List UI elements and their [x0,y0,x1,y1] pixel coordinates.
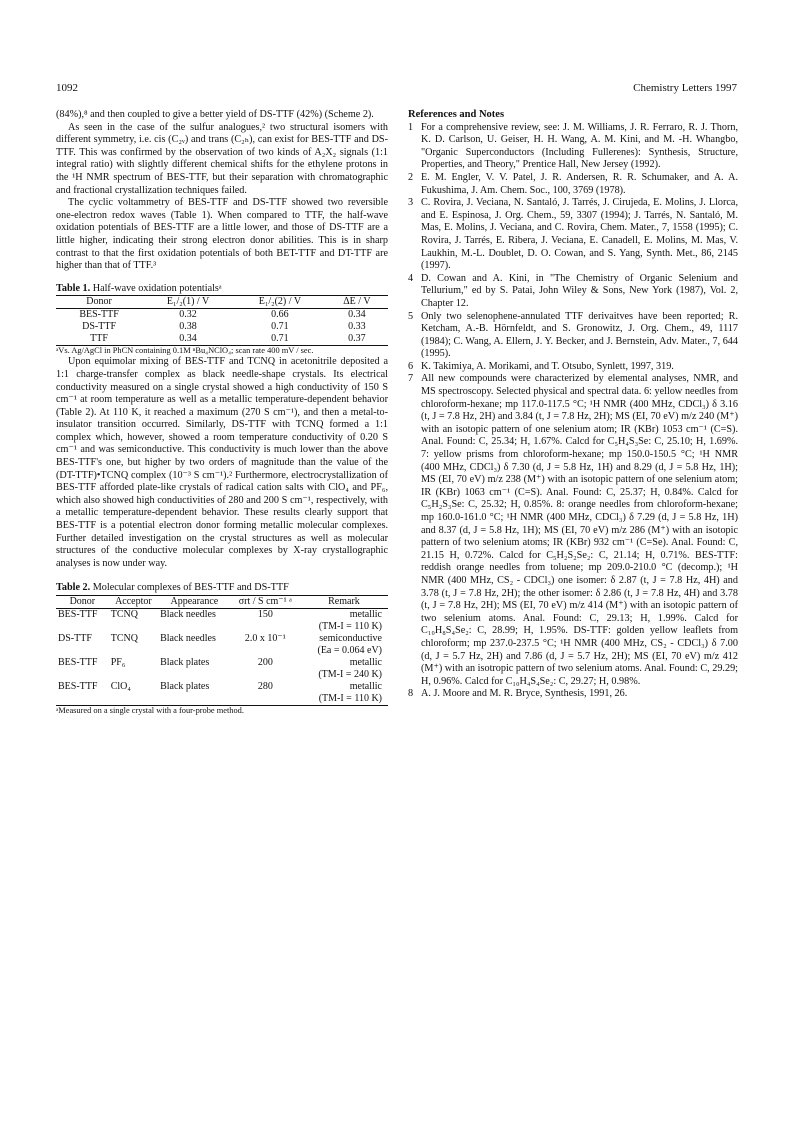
table2 [56,595,388,706]
table-cell: metallic [349,681,382,692]
table-cell: 0.37 [348,333,366,345]
table1-header: Donor [56,296,142,309]
table-cell [56,645,109,657]
table-cell: DS-TTF [82,321,117,333]
table-row [56,693,388,706]
table-cell: semiconductive [319,633,382,644]
reference-text: E. M. Engler, V. V. Patel, J. R. Andersen, R. R. Schumaker, and A. A. Fukushima, J. Am. Chem. Soc., 100, 3769 (1978). [421,171,738,196]
table-cell: Black plates [160,681,210,692]
table-cell [109,621,158,633]
table-cell: 0.34 [179,333,197,345]
reference-item [408,273,738,311]
table-cell: (TM-I = 240 K) [318,669,382,680]
table2-header: σrt / S cm⁻¹ ᵃ [231,596,300,609]
reference-number: 2 [408,171,414,183]
table-cell [56,621,109,633]
table1-header: ΔE / V [326,296,388,309]
reference-number: 3 [408,197,414,209]
references-heading: References and Notes [408,109,505,120]
table2-caption [56,582,388,595]
table-cell: metallic [349,609,382,620]
left-column [56,109,388,716]
table2-header: Acceptor [109,596,158,609]
table-cell: 0.34 [348,309,366,321]
table-cell [56,669,109,681]
reference-number: 6 [408,360,414,372]
table-cell: BES-TTF [58,609,98,620]
paragraph: Upon equimolar mixing of BES-TTF and TCNQ in acetonitrile deposited a 1:1 charge-transfer complex as black needle-shape crystals. Its electrical conductivity measured on a single crystal showed a high conductivity of 150 S cm⁻¹ at room temperature as well as a metallic temperature-dependent behavior (Table 2). At 110 K, it reached a maximum (270 S cm⁻¹), and then a metal-to-insulator transition occurred. Similarly, DS-TTF with TCNQ formed a 1:1 complex which, however, showed a room temperature conductivity of 0.20 S cm⁻¹ and was semiconductive. This conductivity is much lower than the above BES-TTF's one, but higher by two orders of magnitude than the value of the (DT-TTF)•TCNQ complex (10⁻³ S cm⁻¹).² Furthermore, electrocrystallization of BES-TTF afforded plate-like crystals of radical cation salts with ClO₄ and PF₆, which also showed high conductivities of 280 and 200 S cm⁻¹, respectively, with a metallic temperature-dependent behavior. These results clearly support that BES-TTF is a potential electron donor forming metallic molecular complexes. Further detailed investigation on the crystal structures as well as molecular structures of the conductive molecular complexes by X-ray crystallographic analyses is now under way. [56,356,388,569]
paragraph: The cyclic voltammetry of BES-TTF and DS-TTF showed two reversible one-electron redox waves (Table 1). When compared to TTF, the half-wave oxidation potentials of BES-TTF are a little lower, and those of DS-TTF are a little higher, indicating their strong electron donor abilities. This is in sharp contrast to that the first oxidation potentials of both BET-TTF and DT-TTF are higher than that of TTF.³ [56,197,388,272]
table-row [56,633,388,645]
table-cell: 0.66 [271,309,289,321]
table-cell [231,669,300,681]
table-cell: ClO₄ [110,681,131,692]
table1-header: E₁/₂(1) / V [142,296,234,309]
page-number: 1092 [56,82,78,94]
reference-text: For a comprehensive review, see: J. M. Williams, J. R. Ferraro, R. J. Thorn, K. D. Carlson, U. Geiser, H. H. Wang, A. M. Kini, and M. -H. Whangbo, "Organic Superconductors (Including Fullerenes): Synthesis, Structure, Properties, and Theory," Prentice Hall, New Jersey (1992). [421,121,738,171]
reference-number: 5 [408,310,414,322]
reference-item [408,172,738,197]
table-cell: 0.38 [179,321,197,333]
reference-text: A. J. Moore and M. R. Bryce, Synthesis, 1991, 26. [421,688,628,700]
table-cell [56,693,109,706]
table-cell [109,669,158,681]
table-row [56,333,388,346]
table-cell [231,645,300,657]
table-cell: 2.0 x 10⁻¹ [244,633,286,644]
right-column [408,109,738,701]
reference-item [408,373,738,688]
table-cell: Black needles [160,633,216,644]
table-cell [109,645,158,657]
table1-header: E₁/₂(2) / V [234,296,326,309]
table-cell: BES-TTF [58,681,98,692]
table-cell [231,621,300,633]
table-cell: BES-TTF [79,309,119,321]
journal-name: Chemistry Letters 1997 [633,82,737,94]
table-cell: Black plates [160,657,210,668]
table-cell: (Ea = 0.064 eV) [317,645,382,656]
reference-text: D. Cowan and A. Kini, in "The Chemistry of Organic Selenium and Tellurium," ed by S. Patai, John Wiley & Sons, New York (1987), Vol. 2, Chapter 12. [421,272,738,309]
table-cell: 0.71 [271,321,289,333]
table-cell: (TM-I = 110 K) [318,621,382,632]
table2-header: Appearance [158,596,231,609]
table-row [56,681,388,693]
table1-footnote: ᵃVs. Ag/AgCl in PhCN containing 0.1M ⁿBu₄NClO₄; scan rate 400 mV / sec. [56,346,314,356]
table-row [56,321,388,333]
table-cell: metallic [349,657,382,668]
reference-item [408,688,738,701]
reference-text: K. Takimiya, A. Morikami, and T. Otsubo, Synlett, 1997, 319. [421,360,674,372]
reference-number: 8 [408,688,414,700]
reference-item [408,311,738,361]
table-row [56,309,388,322]
table-cell: TCNQ [110,609,138,620]
table-row [56,621,388,633]
table-cell [158,669,231,681]
reference-number: 1 [408,121,414,133]
table-row [56,669,388,681]
table1-caption [56,283,388,296]
table-cell [158,693,231,706]
table-cell: TTF [90,333,108,345]
table-cell [109,693,158,706]
reference-number: 4 [408,272,414,284]
reference-number: 7 [408,373,414,385]
table-cell: PF₆ [110,657,126,668]
table2-label: Table 2. [56,582,91,594]
table-cell: 0.71 [271,333,289,345]
table2-header: Remark [300,596,388,609]
paragraph: As seen in the case of the sulfur analogues,² two structural isomers with different symmetry, i.e. cis (C₂ᵥ) and trans (C₂ₕ), can exist for BES-TTF and DS-TTF. This was confirmed by the observation of two kinds of A₂X₂ signals (1:1 integral ratio) with slightly different chemical shifts for the ethylene protons in the ¹H NMR spectrum of BES-TTF, but their separation with chromatographic and fractional crystallization techniques failed. [56,121,388,196]
table1-label: Table 1. [56,282,91,294]
table-cell: Black needles [160,609,216,620]
table-cell [158,621,231,633]
table2-footnote: ᵃMeasured on a single crystal with a four-probe method. [56,706,244,715]
reference-text: C. Rovira, J. Veciana, N. Santaló, J. Tarrés, J. Cirujeda, E. Molins, J. Llorca, and E. Espinosa, J. Org. Chem., 59, 3307 (1994); J. Tarrés, N. Santaló, M. Mas, E. Molins, J. Veciana, and C. Rovira, Chem. Mater., 7, 1558 (1995); C. Rovira, J. Tarrés, E. Ribera, J. Veciana, E. Canadell, E. Molins, M. Mas, V. Laukhin, M.-L. Doublet, D. O. Cowan, and S. Yang, Synth. Met., 86, 2145 (1997). [421,197,738,272]
table-cell: DS-TTF [58,633,92,644]
table-cell: BES-TTF [58,657,98,668]
paragraph: (84%),⁸ and then coupled to give a better yield of DS-TTF (42%) (Scheme 2). [56,109,374,120]
table-cell: (TM-I = 110 K) [318,693,382,704]
table2-header: Donor [56,596,109,609]
table-cell [158,645,231,657]
table-cell [231,693,300,706]
table1 [56,295,388,346]
reference-text: Only two selenophene-annulated TTF derivaitves have been reported; R. Ketcham, A.-B. Hörnfeldt, and S. Gronowitz, J. Org. Chem., 49, 1117 (1984); C. Wang, A. Ellern, J. Y. Becker, and J. Bernstein, Adv. Mater., 7, 644 (1995). [421,310,738,360]
reference-item [408,122,738,172]
table1-caption-text: Half-wave oxidation potentialsᵃ [92,282,222,294]
reference-item [408,361,738,374]
table-cell: 0.32 [179,309,197,321]
table-cell: 200 [257,657,273,668]
table-cell: 0.33 [348,321,366,333]
table-cell: 150 [257,609,273,620]
table-cell: TCNQ [110,633,138,644]
table-row [56,645,388,657]
table-cell: 280 [257,681,273,692]
reference-text: All new compounds were characterized by elemental analyses, NMR, and MS spectroscopy. Selected physical and spectral data. 6: yellow needles from chloroform-hexane; mp 117.0-117.5 °C; ¹H NMR (400 MHz, CDCl₃) δ 3.16 (t, J = 7.8 Hz, 2H) and 3.84 (t, J = 7.8 Hz, 2H); MS (EI, 70 eV) m/z 240 (M⁺) with an isotopic pattern of one selenium atom; IR (KBr) 1053 cm⁻¹ (C=S). Anal. Found: C, 25.34; H, 1.67%. Calcd for C₅H₄S₃Se: C, 25.10; H, 1.69%. 7: yellow prisms from chloroform-hexane; mp 150.0-150.5 °C; ¹H NMR (400 MHz, CDCl₃) δ 7.30 (d, J = 5.8 Hz, 1H) and 8.29 (d, J = 5.8 Hz, 1H); MS (EI, 70 eV) m/z 238 (M⁺) with an isotopic pattern of one selenium atom; IR (KBr) 1063 cm⁻¹ (C=S). Anal. Found: C, 25.37; H, 0.84%. Calcd for C₅H₂S₃Se: C, 25.32; H, 0.85%. 8: orange needles from chloroform-hexane; mp 160.0-161.0 °C; ¹H NMR (400 MHz, CDCl₃) δ 7.29 (d, J = 5.8 Hz, 1H) and 8.37 (d, J = 5.8 Hz, 1H); MS (EI, 70 eV) m/z 286 (M⁺) with an isotopic pattern of two selenium atoms; IR (KBr) 932 cm⁻¹ (C=Se). Anal. Found: C, 21.15 H, 0.72%. Calcd for C₅H₂S₂Se₂: C, 21.14; H, 0.71%. BES-TTF: reddish orange needles from toluene; mp 209.0-210.0 °C (decomp.); ¹H NMR (400 MHz, CS₂ - CDCl₃) one isomer: δ 2.87 (t, J = 7.8 Hz, 4H) and 3.78 (t, J = 7.8 Hz, 2H); the other isomer: δ 2.86 (t, J = 7.8 Hz, 4H) and 3.78 (t, J = 7.8 Hz, 2H); MS (EI, 70 eV) m/z 414 (M⁺) with an isotopic pattern of two selenium atoms. Anal. Found: C, 29.13; H, 1.99%. Calcd for C₁₀H₈S₄Se₂: C, 28.99; H, 1.95%. DS-TTF: golden yellow leaflets from chloroform; mp 237.0-237.5 °C; ¹H NMR (400 MHz, CS₂ - CDCl₃) δ 7.00 (d, J = 5.7 Hz, 2H) and 7.86 (d, J = 5.7 Hz, 2H); MS (EI, 70 eV) m/z 412 (M⁺) with an isotropic pattern of two selenium atoms. Anal. Found: C, 29.29; H, 0.96%. Calcd for C₁₀H₄S₄Se₂: C, 29.27; H, 0.98%. [421,373,738,687]
table-row [56,657,388,669]
reference-item [408,197,738,273]
table-row [56,609,388,622]
table2-caption-text: Molecular complexes of BES-TTF and DS-TTF [92,582,289,594]
